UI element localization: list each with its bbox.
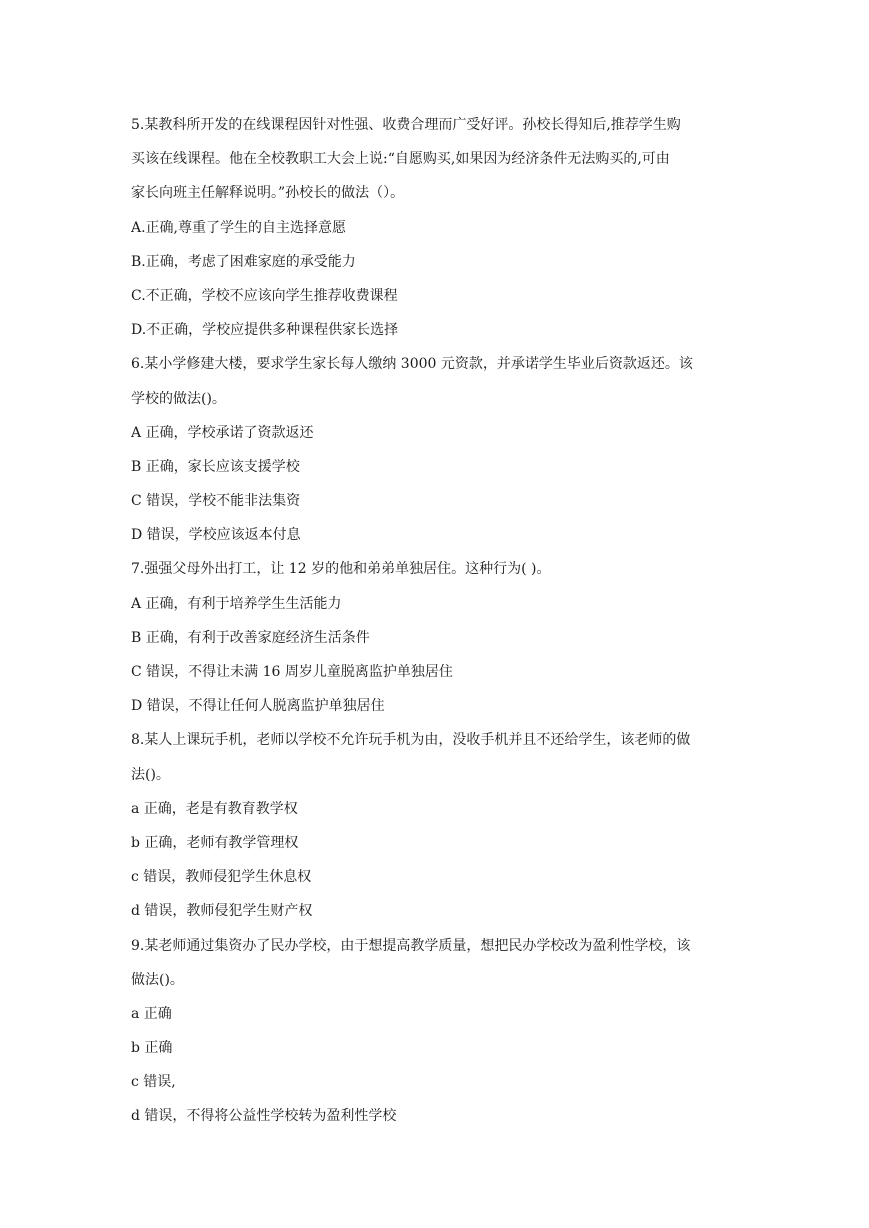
text-line-11: B 正确，家长应该支援学校 (131, 458, 300, 475)
text-line-29: c 错误, (131, 1074, 176, 1091)
text-line-20: 法()。 (131, 766, 170, 783)
text-line-1: 5.某教科所开发的在线课程因针对性强、收费合理而广受好评。孙校长得知后,推荐学生购 (131, 117, 681, 133)
text-line-19: 8.某人上课玩手机，老师以学校不允许玩手机为由，没收手机并且不还给学生，该老师的做 (131, 732, 691, 749)
text-line-9: 学校的做法()。 (131, 390, 226, 407)
text-line-22: b 正确，老师有教学管理权 (131, 834, 299, 851)
text-line-13: D 错误，学校应该返本付息 (131, 527, 301, 544)
text-line-2: 买该在线课程。他在全校教职工大会上说:“自愿购买,如果因为经济条件无法购买的,可由 (131, 151, 670, 168)
text-line-5: B.正确，考虑了困难家庭的承受能力 (131, 253, 356, 270)
text-line-30: d 错误，不得将公益性学校转为盈利性学校 (131, 1108, 397, 1125)
text-line-3: 家长向班主任解释说明。”孙校长的做法（）。 (131, 185, 405, 202)
text-line-10: A 正确，学校承诺了资款返还 (131, 424, 314, 441)
text-line-27: a 正确 (131, 1005, 172, 1022)
text-line-21: a 正确，老是有教育教学权 (131, 800, 298, 817)
text-line-16: B 正确，有利于改善家庭经济生活条件 (131, 629, 370, 646)
text-line-23: c 错误，教师侵犯学生休息权 (131, 869, 312, 886)
text-line-15: A 正确，有利于培养学生生活能力 (131, 595, 342, 612)
text-line-12: C 错误，学校不能非法集资 (131, 493, 301, 510)
text-line-28: b 正确 (131, 1040, 173, 1057)
text-line-18: D 错误，不得让任何人脱离监护单独居住 (131, 698, 385, 715)
text-line-24: d 错误，教师侵犯学生财产权 (131, 903, 313, 920)
text-line-4: A.正确,尊重了学生的自主选择意愿 (131, 219, 347, 236)
text-line-25: 9.某老师通过集资办了民办学校，由于想提高教学质量，想把民办学校改为盈利性学校，该 (131, 937, 691, 954)
text-line-26: 做法()。 (131, 971, 184, 988)
text-line-8: 6.某小学修建大楼，要求学生家长每人缴纳 3000 元资款，并承诺学生毕业后资款返还。该 (131, 356, 693, 373)
text-line-14: 7.强强父母外出打工，让 12 岁的他和弟弟单独居住。这种行为( )。 (131, 561, 551, 578)
text-line-6: C.不正确，学校不应该向学生推荐收费课程 (131, 287, 398, 304)
text-line-7: D.不正确，学校应提供多种课程供家长选择 (131, 322, 399, 339)
document-body (131, 108, 743, 1134)
text-line-17: C 错误，不得让未满 16 周岁儿童脱离监护单独居住 (131, 664, 453, 680)
